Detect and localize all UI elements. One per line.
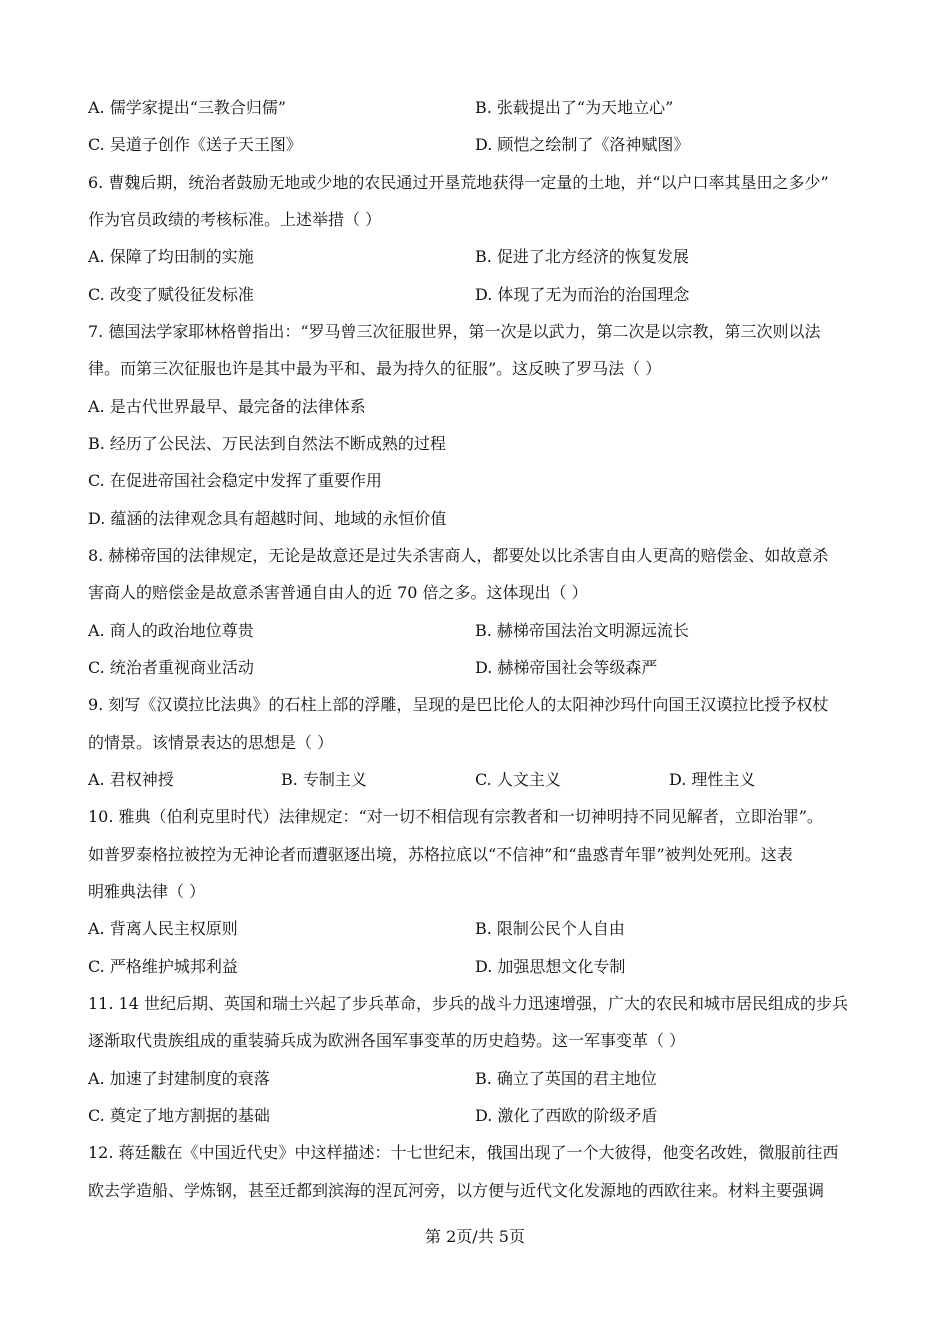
q7-option-c: C. 在促进帝国社会稳定中发挥了重要作用	[88, 471, 382, 490]
q6-option-b: B. 促进了北方经济的恢复发展	[475, 247, 689, 266]
q12-stem-line-2: 欧去学造船、学炼钢，甚至迁都到滨海的涅瓦河旁，以方便与近代文化发源地的西欧往来。材料主要强调	[88, 1181, 825, 1200]
q8-stem-line-1: 8. 赫梯帝国的法律规定，无论是故意还是过失杀害商人，都要处以比杀害自由人更高的赔偿金、如故意杀	[88, 546, 829, 565]
q6-stem-line-1: 6. 曹魏后期，统治者鼓励无地或少地的农民通过开垦荒地获得一定量的土地，并“以户口率其垦田之多少”	[88, 173, 829, 192]
q6-stem-line-2: 作为官员政绩的考核标准。上述举措（ ）	[88, 210, 382, 229]
q7-option-b: B. 经历了公民法、万民法到自然法不断成熟的过程	[88, 434, 446, 453]
q8-option-a: A. 商人的政治地位尊贵	[88, 621, 254, 640]
page-footer: 第 2页/共 5页	[425, 1227, 525, 1246]
q10-option-b: B. 限制公民个人自由	[475, 919, 625, 938]
q11-option-c: C. 奠定了地方割据的基础	[88, 1106, 270, 1125]
q7-stem-line-2: 律。而第三次征服也许是其中最为平和、最为持久的征服”。这反映了罗马法（ ）	[88, 359, 662, 378]
q9-option-b: B. 专制主义	[281, 770, 367, 789]
q10-option-c: C. 严格维护城邦利益	[88, 957, 238, 976]
q7-option-d: D. 蕴涵的法律观念具有超越时间、地域的永恒价值	[88, 509, 447, 528]
q9-option-d: D. 理性主义	[669, 770, 756, 789]
q11-option-b: B. 确立了英国的君主地位	[475, 1069, 657, 1088]
q10-option-d: D. 加强思想文化专制	[475, 957, 626, 976]
q6-option-d: D. 体现了无为而治的治国理念	[475, 285, 690, 304]
q6-option-a: A. 保障了均田制的实施	[88, 247, 254, 266]
q7-option-a: A. 是古代世界最早、最完备的法律体系	[88, 397, 366, 416]
q9-option-a: A. 君权神授	[88, 770, 174, 789]
q6-option-c: C. 改变了赋役征发标准	[88, 285, 254, 304]
q5-option-d: D. 顾恺之绘制了《洛神赋图》	[475, 135, 690, 154]
q8-stem-line-2: 害商人的赔偿金是故意杀害普通自由人的近 70 倍之多。这体现出（ ）	[88, 583, 588, 602]
q7-stem-line-1: 7. 德国法学家耶林格曾指出：“罗马曾三次征服世界，第一次是以武力，第二次是以宗教，第三次则以法	[88, 322, 821, 341]
q11-stem-line-1: 11. 14 世纪后期、英国和瑞士兴起了步兵革命，步兵的战斗力迅速增强，广大的农民和城市居民组成的步兵	[88, 994, 848, 1013]
q11-stem-line-2: 逐渐取代贵族组成的重装骑兵成为欧洲各国军事变革的历史趋势。这一军事变革（ ）	[88, 1031, 686, 1050]
q9-option-c: C. 人文主义	[475, 770, 561, 789]
q9-stem-line-1: 9. 刻写《汉谟拉比法典》的石柱上部的浮雕，呈现的是巴比伦人的太阳神沙玛什向国王汉谟拉比授予权杖	[88, 695, 829, 714]
q10-stem-line-1: 10. 雅典（伯利克里时代）法律规定：“对一切不相信现有宗教者和一切神明持不同见解者，立即治罪”。	[88, 807, 823, 826]
q5-option-a: A. 儒学家提出“三教合归儒”	[88, 98, 287, 117]
q10-stem-line-2: 如普罗泰格拉被控为无神论者而遭驱逐出境，苏格拉底以“不信神”和“蛊惑青年罪”被判处死刑。这表	[88, 845, 793, 864]
q8-option-b: B. 赫梯帝国法治文明源远流长	[475, 621, 689, 640]
q5-option-c: C. 吴道子创作《送子天王图》	[88, 135, 302, 154]
q9-stem-line-2: 的情景。该情景表达的思想是（ ）	[88, 733, 334, 752]
q8-option-c: C. 统治者重视商业活动	[88, 658, 254, 677]
q10-option-a: A. 背离人民主权原则	[88, 919, 238, 938]
q11-option-d: D. 激化了西欧的阶级矛盾	[475, 1106, 658, 1125]
q8-option-d: D. 赫梯帝国社会等级森严	[475, 658, 658, 677]
q12-stem-line-1: 12. 蒋廷黻在《中国近代史》中这样描述：十七世纪末，俄国出现了一个大彼得，他变名改姓，微服前往西	[88, 1143, 839, 1162]
q11-option-a: A. 加速了封建制度的衰落	[88, 1069, 270, 1088]
q5-option-b: B. 张载提出了“为天地立心”	[475, 98, 674, 117]
q10-stem-line-3: 明雅典法律（ ）	[88, 882, 206, 901]
